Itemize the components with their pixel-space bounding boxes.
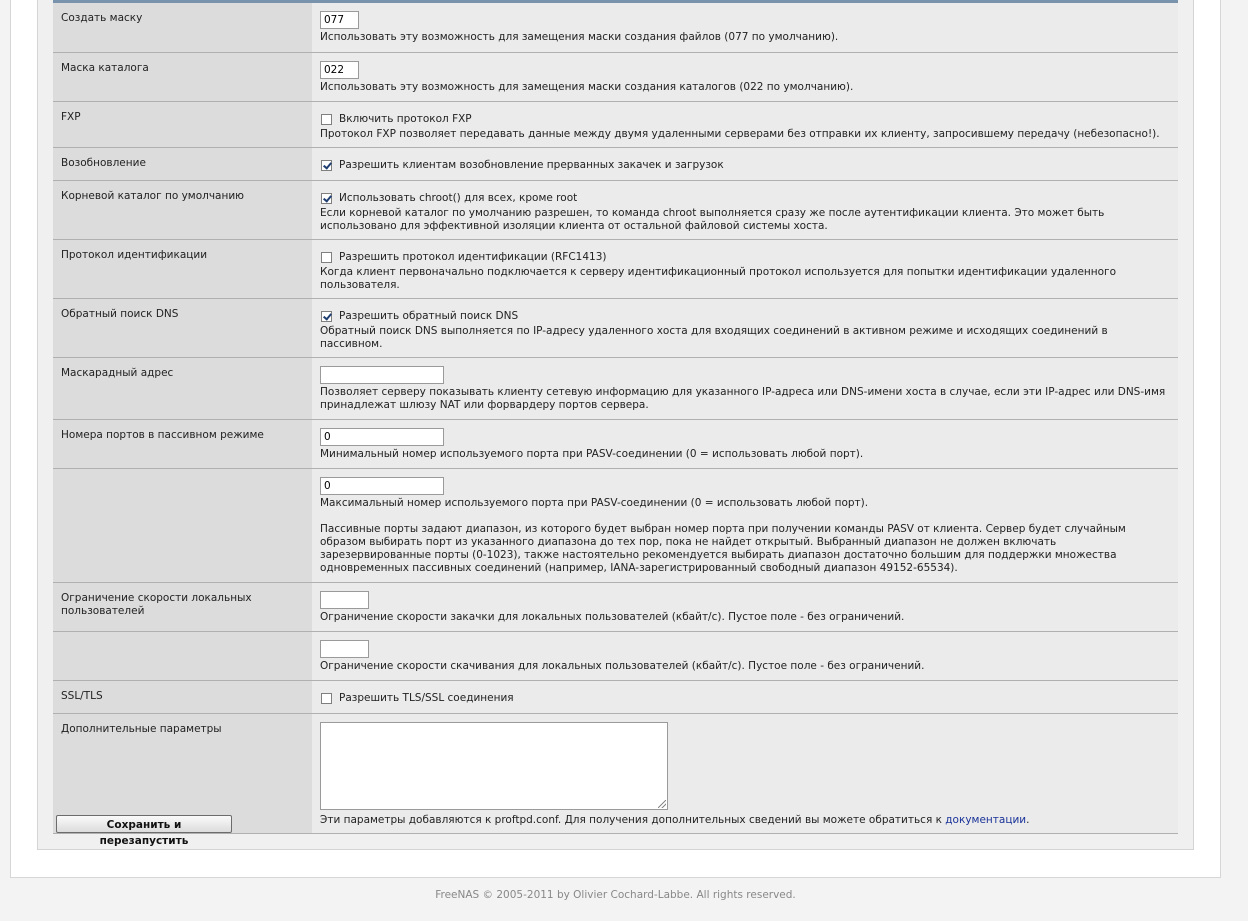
label-rate-limit: Ограничение скорости локальных пользователей	[53, 582, 312, 631]
row-dir-mask	[53, 52, 1178, 101]
masquerade-input[interactable]	[320, 366, 444, 384]
default-root-checkbox-label: Использовать chroot() для всех, кроме root	[339, 192, 578, 204]
ssl-checkbox-label: Разрешить TLS/SSL соединения	[339, 692, 514, 704]
resize-grip-icon[interactable]	[658, 800, 666, 808]
ssl-checkbox[interactable]	[321, 693, 332, 704]
rate-upload-desc: Ограничение скорости закачки для локальных пользователей (кбайт/с). Пустое поле - без ограничений.	[320, 610, 905, 623]
row-create-mask	[53, 3, 1178, 52]
row-reverse-dns	[53, 298, 1178, 357]
row-default-root	[53, 180, 1178, 239]
documentation-link[interactable]: документации	[945, 813, 1027, 826]
pasv-max-port-input[interactable]	[320, 477, 444, 495]
label-resume: Возобновление	[53, 147, 312, 180]
fxp-desc: Протокол FXP позволяет передавать данные между двумя удаленными серверами без отправки их клиенту, запросившему передачу (небезопасно!).	[320, 127, 1160, 140]
footer-copyright: FreeNAS © 2005-2011 by Olivier Cochard-Labbe. All rights reserved.	[435, 889, 796, 901]
reverse-dns-desc: Обратный поиск DNS выполняется по IP-адресу удаленного хоста для входящих соединений в активном режиме и исходящих соединений в пассивном.	[320, 324, 1108, 350]
default-root-checkbox[interactable]	[321, 193, 332, 204]
label-reverse-dns: Обратный поиск DNS	[53, 298, 312, 357]
label-extra-options: Дополнительные параметры	[53, 713, 312, 833]
masquerade-desc: Позволяет серверу показывать клиенту сетевую информацию для указанного IP-адреса или DNS-имени хоста в случае, если эти IP-адрес или DNS-имя принадлежат шлюзу NAT или форвардеру портов сервера.	[320, 385, 1166, 411]
save-restart-button[interactable]: Сохранить и перезапустить	[56, 815, 232, 833]
row-pasv-min	[53, 419, 1178, 468]
label-default-root: Корневой каталог по умолчанию	[53, 180, 312, 239]
dir-mask-desc: Использовать эту возможность для замещения маски создания каталогов (022 по умолчанию).	[320, 80, 854, 93]
label-ssl: SSL/TLS	[53, 680, 312, 713]
ident-checkbox-label: Разрешить протокол идентификации (RFC1413)	[339, 251, 607, 263]
pasv-max-desc: Максимальный номер используемого порта при PASV-соединении (0 = использовать любой порт).	[320, 496, 869, 509]
resume-checkbox-label: Разрешить клиентам возобновление прерванных закачек и загрузок	[339, 159, 724, 171]
row-extra-options: Дополнительные параметры Эти параметры добавляются к proftpd.conf. Для получения дополнительных сведений вы можете обратиться к документации.	[53, 713, 1178, 833]
dir-mask-input[interactable]	[320, 61, 359, 79]
create-mask-input[interactable]	[320, 11, 359, 29]
create-mask-desc: Использовать эту возможность для замещения маски создания файлов (077 по умолчанию).	[320, 31, 839, 43]
fxp-checkbox-label: Включить протокол FXP	[339, 113, 472, 125]
pasv-min-desc: Минимальный номер используемого порта при PASV-соединении (0 = использовать любой порт).	[320, 447, 864, 460]
row-rate-upload	[53, 582, 1178, 631]
row-fxp	[53, 101, 1178, 147]
label-masquerade: Маскарадный адрес	[53, 357, 312, 419]
ftp-settings-form	[53, 3, 1178, 834]
rate-download-desc: Ограничение скорости скачивания для локальных пользователей (кбайт/с). Пустое поле - без ограничений.	[320, 659, 925, 672]
reverse-dns-checkbox-label: Разрешить обратный поиск DNS	[339, 310, 519, 322]
rate-upload-input[interactable]	[320, 591, 369, 609]
label-create-mask: Создать маску	[53, 3, 312, 52]
row-ssl	[53, 680, 1178, 713]
extra-options-textarea[interactable]	[320, 722, 668, 810]
label-fxp: FXP	[53, 101, 312, 147]
pasv-min-port-input[interactable]	[320, 428, 444, 446]
row-resume	[53, 147, 1178, 180]
fxp-checkbox[interactable]	[321, 114, 332, 125]
label-dir-mask: Маска каталога	[53, 52, 312, 101]
label-pasv-ports: Номера портов в пассивном режиме	[53, 419, 312, 468]
reverse-dns-checkbox[interactable]	[321, 311, 332, 322]
label-ident: Протокол идентификации	[53, 239, 312, 298]
extra-options-desc: Эти параметры добавляются к proftpd.conf. Для получения дополнительных сведений вы можете обратиться к	[320, 813, 946, 826]
ident-checkbox[interactable]	[321, 252, 332, 263]
rate-download-input[interactable]	[320, 640, 369, 658]
row-ident	[53, 239, 1178, 298]
row-pasv-max	[53, 468, 1178, 582]
row-rate-download	[53, 631, 1178, 680]
default-root-desc: Если корневой каталог по умолчанию разрешен, то команда chroot выполняется сразу же после аутентификации клиента. Это может быть использовано для эффективной изоляции клиента от остальной файловой системы хоста.	[320, 206, 1105, 232]
ident-desc: Когда клиент первоначально подключается к серверу идентификационный протокол используется для попытки идентификации удаленного пользователя.	[320, 265, 1116, 291]
pasv-note: Пассивные порты задают диапазон, из которого будет выбран номер порта при получении команды PASV от клиента. Сервер будет случайным образом выбирать порт из указанного диапазона до тех пор, пока не найдет открытый. Выбранный диапазон не должен включать зарезервированные порты (0-1023), также настоятельно рекомендуется выбирать диапазон достаточно большим для поддержки множества одновременных пассивных соединений (например, IANA-зарегистрированный свободный диапазон 49152-65534).	[320, 522, 1126, 574]
row-masquerade	[53, 357, 1178, 419]
resume-checkbox[interactable]	[321, 160, 332, 171]
